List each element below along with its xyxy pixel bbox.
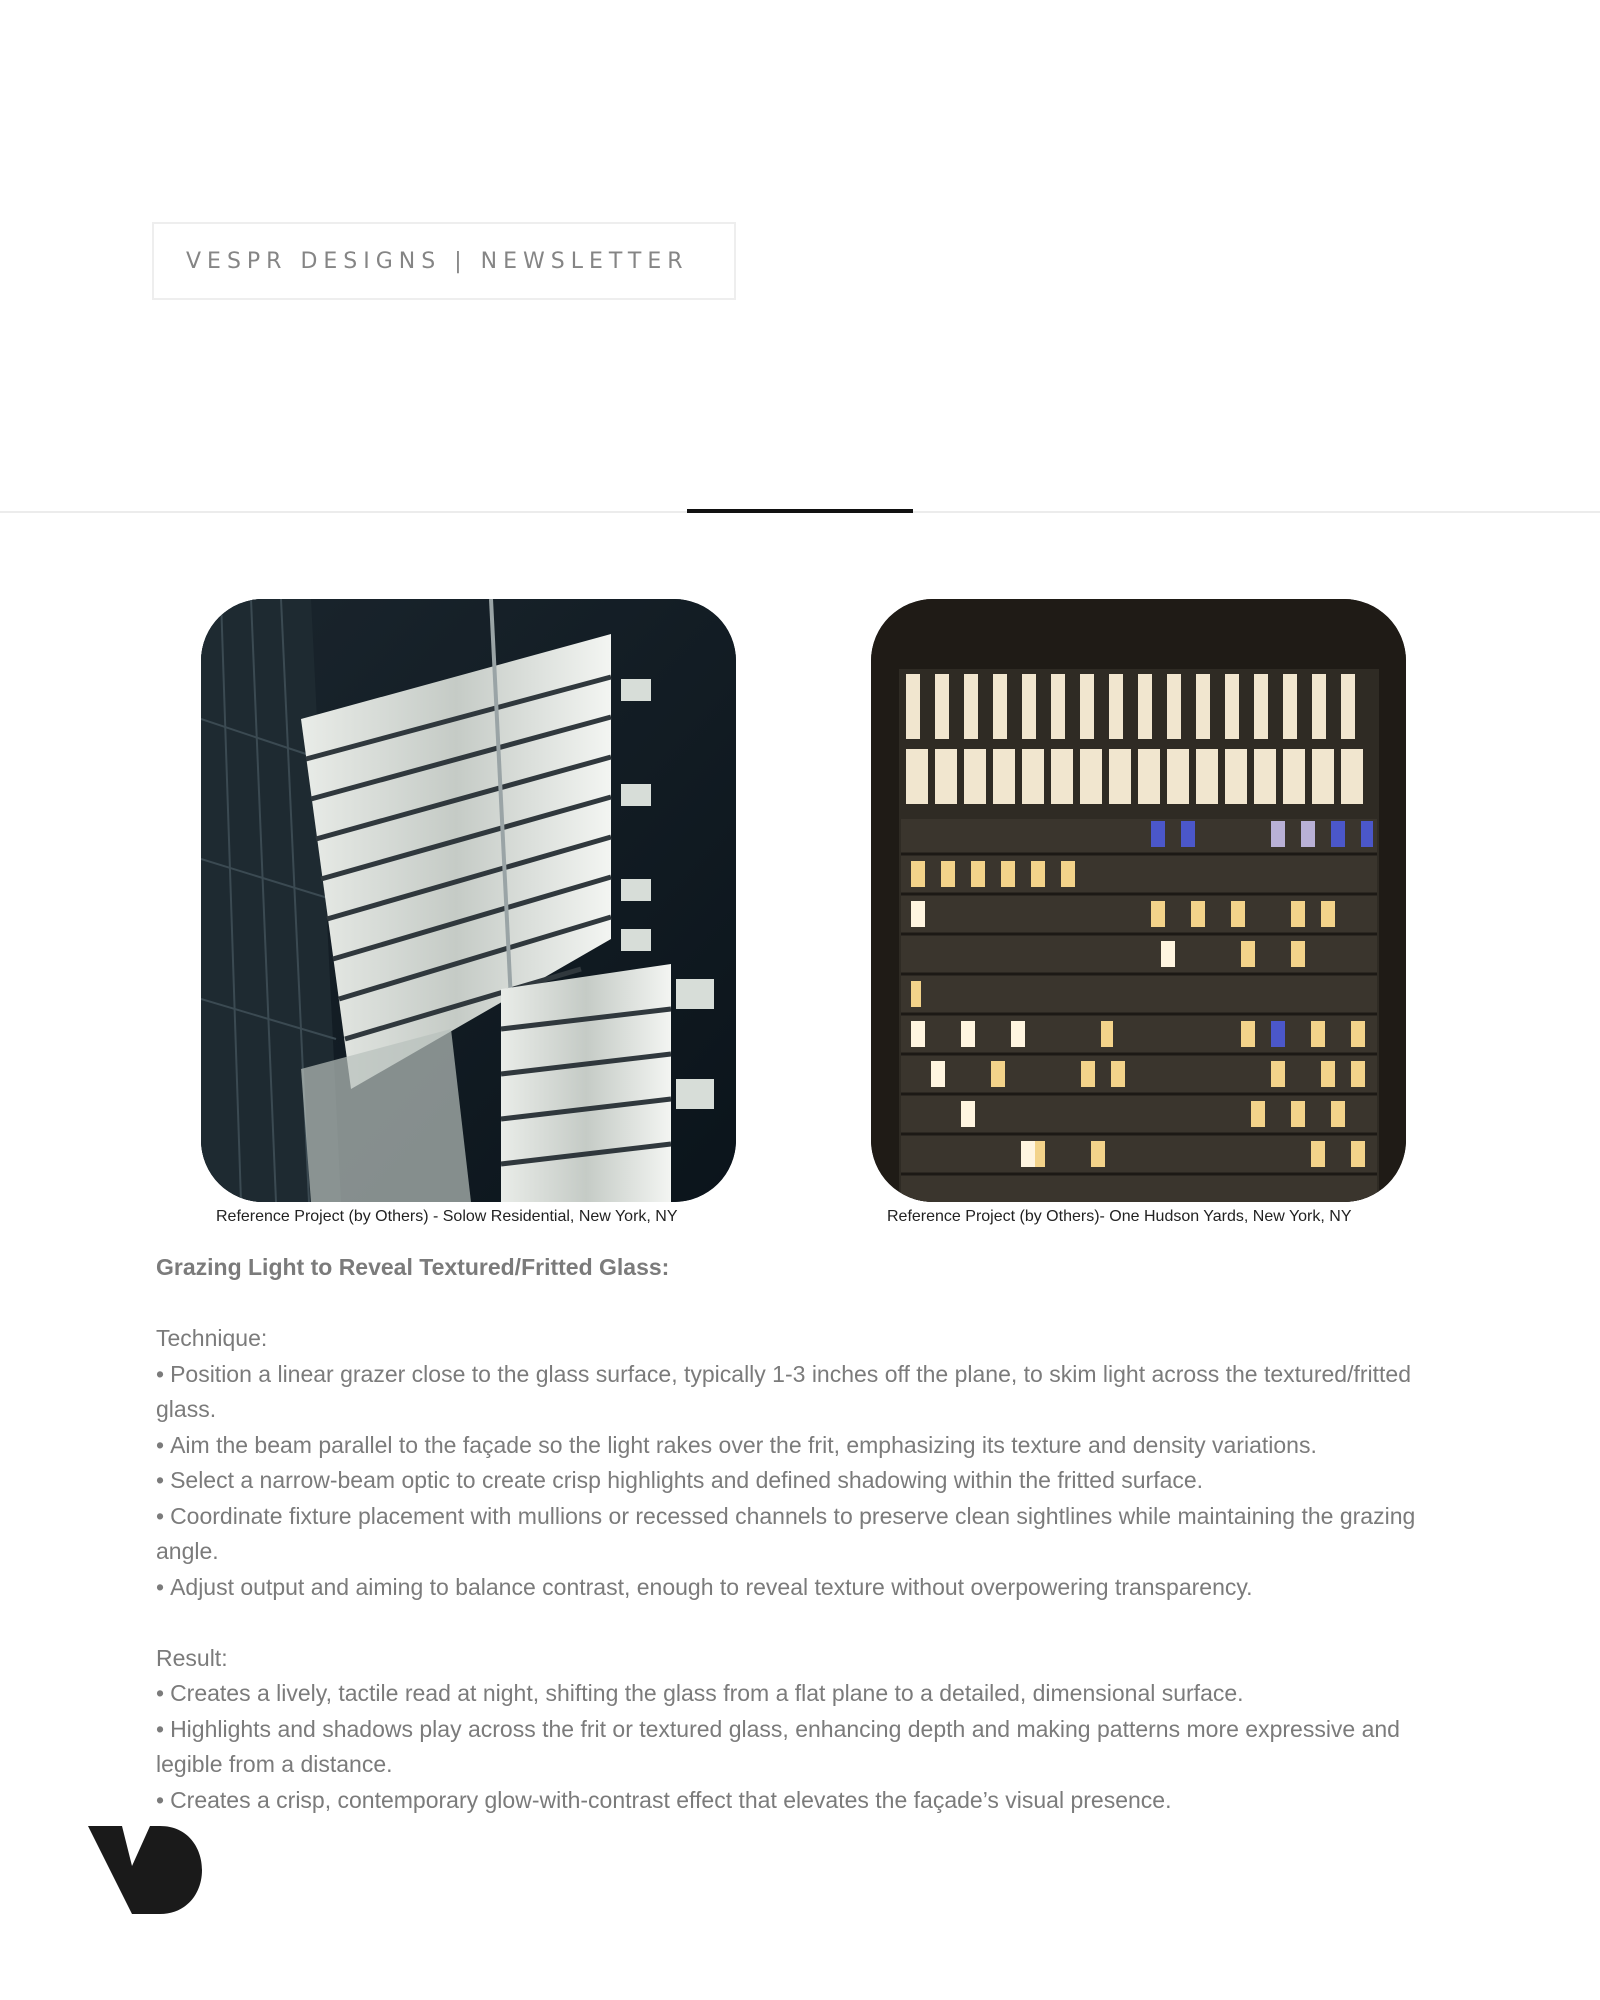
newsletter-title: VESPR DESIGNS | NEWSLETTER [186,248,689,274]
list-item: • Creates a lively, tactile read at night, shifting the glass from a flat plane to a detailed, dimensional surface. [156,1680,1244,1706]
building-night-photo [871,599,1406,1202]
article-body [156,1250,1456,1818]
result-label: Result: [156,1644,228,1671]
section-divider-accent [687,509,913,513]
list-item: • Creates a crisp, contemporary glow-with-contrast effect that elevates the façade’s visual presence. [156,1786,1172,1813]
list-item: • Select a narrow-beam optic to create crisp highlights and defined shadowing within the fritted surface. [156,1467,1204,1493]
technique-list [156,1357,1456,1606]
list-item: • Coordinate fixture placement with mullions or recessed channels to preserve clean sightlines while maintaining the grazing angle. [156,1502,1416,1564]
technique-label: Technique: [156,1325,268,1351]
list-item: • Highlights and shadows play across the frit or textured glass, enhancing depth and making patterns more expressive and legible from a distance. [156,1715,1400,1777]
list-item: • Position a linear grazer close to the glass surface, typically 1-3 inches off the plane, to skim light across the textured/fritted glass. [156,1360,1411,1422]
section-heading: Grazing Light to Reveal Textured/Fritted Glass: [156,1254,670,1280]
photo-caption-left: Reference Project (by Others) - Solow Residential, New York, NY [216,1208,678,1225]
photo-caption-right: Reference Project (by Others)- One Hudson Yards, New York, NY [887,1208,1352,1225]
newsletter-header-box [152,222,736,300]
building-facade-photo [201,599,736,1202]
vespr-logo-icon [88,1826,202,1914]
result-list [156,1676,1456,1818]
list-item: • Adjust output and aiming to balance contrast, enough to reveal texture without overpowering transparency. [156,1573,1253,1600]
list-item: • Aim the beam parallel to the façade so the light rakes over the frit, emphasizing its texture and density variations. [156,1431,1317,1458]
